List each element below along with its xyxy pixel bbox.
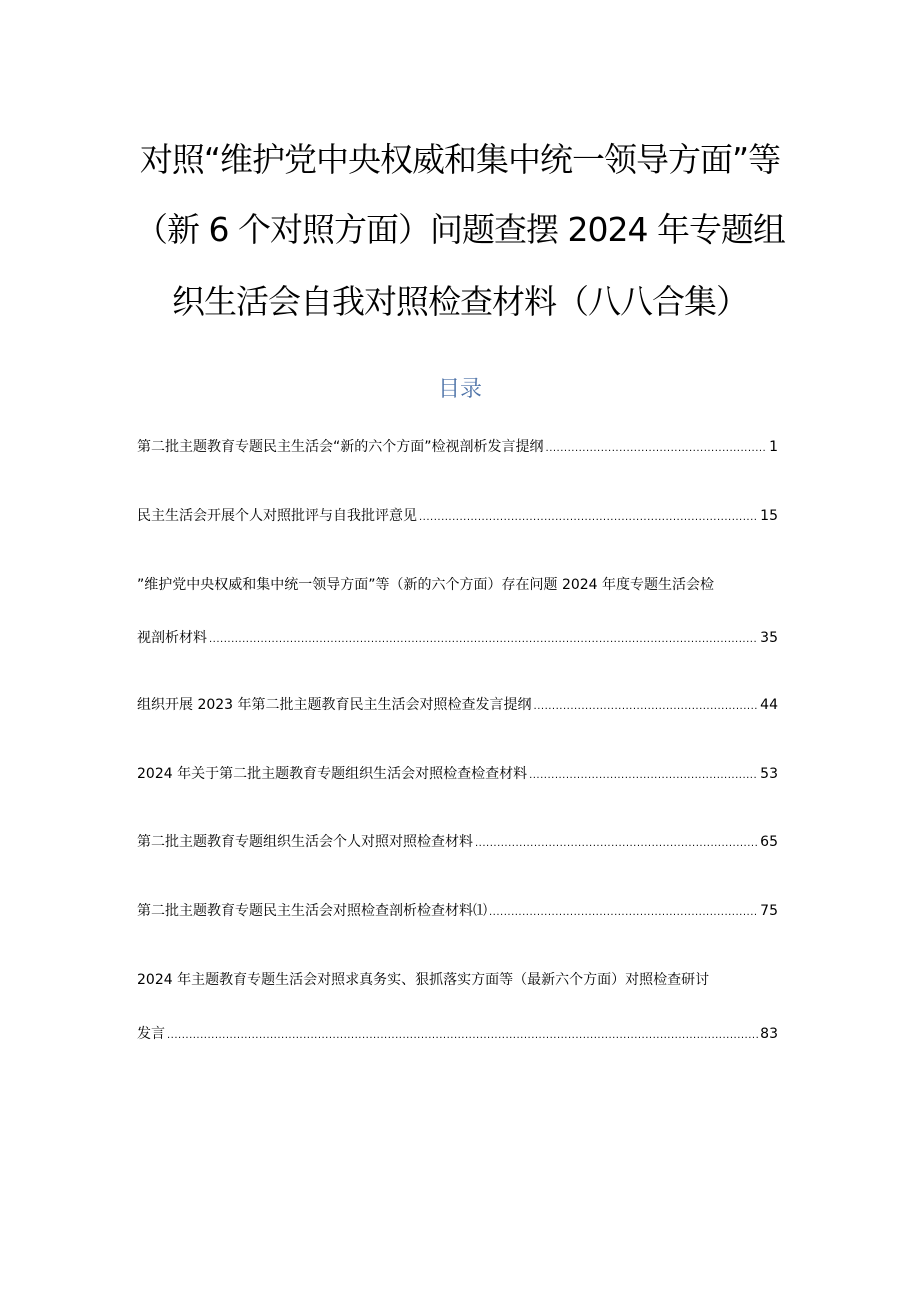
toc-entry-page: 15: [760, 508, 778, 524]
toc-entry-title: 发言: [137, 1026, 165, 1042]
toc-leader-dots: [209, 629, 758, 651]
toc-entry[interactable]: [137, 436, 778, 458]
toc-entry-page: 83: [760, 1026, 778, 1042]
toc-leader-dots: [534, 696, 759, 718]
toc-entry-title: 组织开展 2023 年第二批主题教育民主生活会对照检查发言提纲: [137, 697, 532, 713]
toc-entry-title-line-1[interactable]: ”维护党中央权威和集中统一领导方面”等（新的六个方面）存在问题 2024 年度专题生活会检: [137, 577, 715, 593]
toc-entry[interactable]: [137, 763, 778, 785]
toc-leader-dots: [489, 902, 758, 924]
toc-entry[interactable]: [137, 505, 778, 527]
toc-entry-page: 44: [760, 697, 778, 713]
toc-entry-page: 1: [769, 439, 778, 455]
toc-entry-title: 第二批主题教育专题组织生活会个人对照对照检查材料: [137, 834, 473, 850]
toc-leader-dots: [546, 438, 768, 460]
toc-entry[interactable]: [137, 1023, 778, 1045]
toc-entry-title-line-1[interactable]: 2024 年主题教育专题生活会对照求真务实、狠抓落实方面等（最新六个方面）对照检查研讨: [137, 972, 710, 988]
toc-heading: 目录: [437, 377, 482, 402]
toc-entry[interactable]: [137, 627, 778, 649]
toc-entry-title: 第二批主题教育专题民主生活会“新的六个方面”检视剖析发言提纲: [137, 439, 544, 455]
toc-entry-page: 35: [760, 630, 778, 646]
toc-leader-dots: [475, 833, 758, 855]
toc-entry[interactable]: [137, 694, 778, 716]
document-title-line-2: （新 6 个对照方面）问题查摆 2024 年专题组: [135, 210, 785, 249]
toc-leader-dots: [529, 765, 758, 787]
toc-entry-title: 视剖析材料: [137, 630, 207, 646]
toc-entry[interactable]: [137, 900, 778, 922]
toc-leader-dots: [167, 1025, 758, 1047]
toc-entry-title: 第二批主题教育专题民主生活会对照检查剖析检查材料⑴: [137, 903, 487, 919]
toc-entry-title: 民主生活会开展个人对照批评与自我批评意见: [137, 508, 417, 524]
toc-entry-page: 75: [760, 903, 778, 919]
document-title-line-3: 织生活会自我对照检查材料（八八合集）: [172, 282, 748, 321]
toc-entry-page: 53: [760, 766, 778, 782]
toc-entry-page: 65: [760, 834, 778, 850]
document-title-line-1: 对照“维护党中央权威和集中统一领导方面”等: [139, 140, 781, 179]
toc-entry[interactable]: [137, 831, 778, 853]
toc-entry-title: 2024 年关于第二批主题教育专题组织生活会对照检查检查材料: [137, 766, 528, 782]
toc-leader-dots: [419, 507, 758, 529]
